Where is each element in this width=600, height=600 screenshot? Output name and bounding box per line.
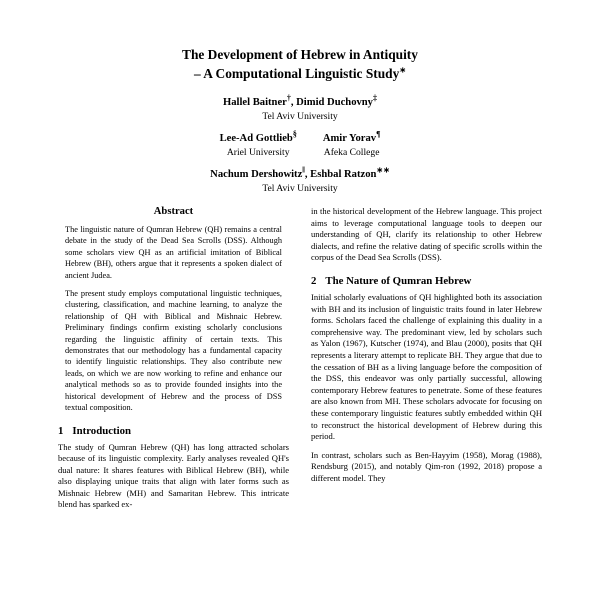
- authors-block: [58, 93, 542, 195]
- author-marker: †: [286, 93, 291, 103]
- author-name: Lee-Ad Gottlieb§: [219, 129, 297, 144]
- abstract-paragraph: The linguistic nature of Qumran Hebrew (QH) remains a central debate in the study of the Dead Sea Scrolls (DSS). Although some scholars view QH as an artificial imitation of Biblical Hebrew (BH), others argue that it represents a spoken dialect of ancient Judea.: [65, 225, 282, 280]
- section-paragraph: Initial scholarly evaluations of QH highlighted both its association with BH and its inclusion of linguistic traits found in later Hebrew forms. Scholars faced the challenge of explaining this duality in a comprehensive way. The predominant view, led by scholars such as Yalon (1967), Kutscher (1974), and Blau (2000), posits that QH represents a literary attempt to replicate BH. They argue that due to the cessation of BH as a living language before the composition of the DSS, this endeavor was only partially successful, allowing contemporary Hebrew features to penetrate. Some of these features are also known from MH. These scholars advocate for focusing on these contemporary linguistic features subtly embedded within QH to reconstruct the historical development of Hebrew during this period.: [311, 291, 542, 442]
- author-marker: §: [292, 129, 297, 139]
- right-column: [311, 206, 542, 518]
- section-paragraph: The study of Qumran Hebrew (QH) has long attracted scholars because of its linguistic complexity. Early analyses revealed QH's dual nature: It shares features with Biblical Hebrew (BH), while also displaying unique traits that align with later forms such as Mishnaic Hebrew (MH) and Samaritan Hebrew. This intricate blend has sparked ex-: [58, 441, 289, 510]
- author-marker: ∗∗: [376, 165, 390, 175]
- paper-title: [58, 46, 542, 82]
- author-marker: ¶: [376, 129, 381, 139]
- abstract-paragraph: The present study employs computational linguistic techniques, clustering, classification, and machine learning, to analyze the relationship of QH with Biblical and Mishnaic Hebrew. Preliminary findings confirm existing scholarly conclusions regarding the linguistic affinity of certain texts. This demonstrates that our methodology has a fundamental capacity to identify linguistic relationships. They also contribute new leads, on which we are now working to refine and enhance our analytical methods so as to provide founded insights into the historical development of Hebrew and the process of DSS textual composition.: [65, 289, 282, 413]
- left-column: [58, 206, 289, 518]
- author-marker: ‡: [372, 93, 377, 103]
- author-row-2: [58, 129, 542, 159]
- section-title: The Nature of Qumran Hebrew: [325, 274, 472, 287]
- author-names-row-1: Hallel Baitner†, Dimid Duchovny‡: [223, 93, 377, 108]
- author-marker: ‖: [302, 165, 305, 175]
- title-line-2: – A Computational Linguistic Study∗: [193, 65, 407, 81]
- author-names-row-3: Nachum Dershowitz‖, Eshbal Ratzon∗∗: [210, 165, 390, 180]
- section-number: 1: [58, 424, 64, 437]
- continuation-paragraph: in the historical development of the Hebrew language. This project aims to leverage computational language tools to deepen our understanding of QH, clarify its relationship to other Hebrew dialects, and refine the relative dating of specific scrolls within the corpus of the Dead Sea Scrolls (DSS).: [311, 206, 542, 263]
- author-row-1: [58, 93, 542, 123]
- section-title: Introduction: [72, 424, 132, 437]
- affiliation: Afeka College: [323, 147, 380, 158]
- author-cell: [322, 129, 381, 159]
- author-cell: [219, 129, 297, 159]
- author-name: Amir Yorav¶: [322, 129, 381, 144]
- section-paragraph: In contrast, scholars such as Ben-Hayyim (1958), Morag (1988), Rendsburg (2015), and notably Qim-ron (1992, 2018) propose a different model. They: [311, 449, 542, 483]
- abstract-body: [58, 224, 289, 414]
- affiliation: Ariel University: [226, 147, 290, 158]
- section-heading-nature-of-qumran-hebrew: [311, 275, 542, 287]
- title-footnote-marker: ∗: [399, 65, 407, 75]
- section-heading-introduction: [58, 425, 289, 437]
- author-row-3: [58, 165, 542, 195]
- two-column-body: [58, 206, 542, 518]
- affiliation-row-1: Tel Aviv University: [262, 111, 338, 122]
- abstract-heading: Abstract: [153, 206, 194, 217]
- title-line-1: The Development of Hebrew in Antiquity: [182, 47, 418, 62]
- affiliation-row-3: Tel Aviv University: [262, 183, 338, 194]
- section-number: 2: [311, 274, 317, 287]
